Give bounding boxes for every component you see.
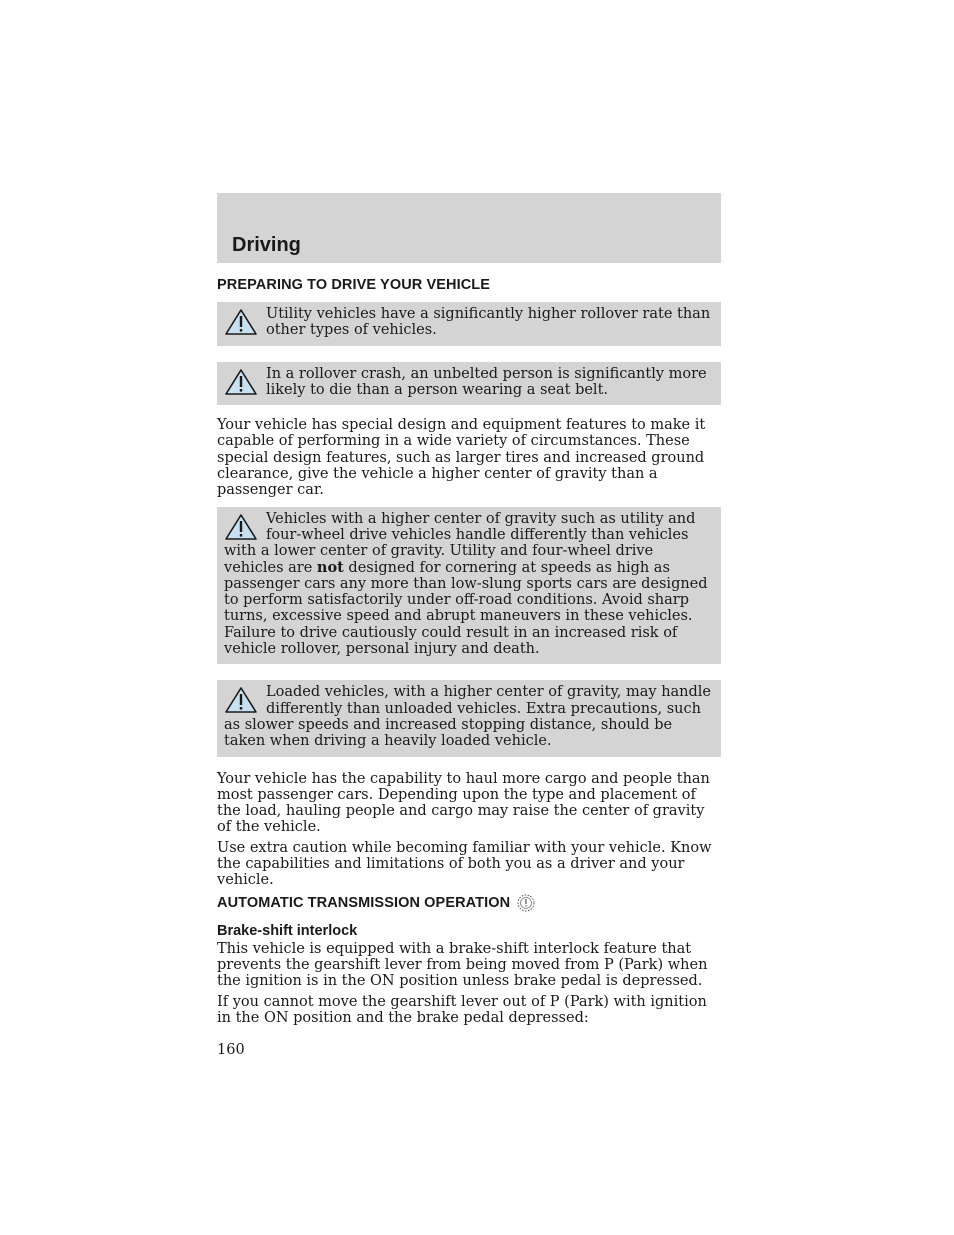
warning-triangle-icon [224, 686, 258, 714]
page-number: 160 [217, 1042, 245, 1059]
body-paragraph: This vehicle is equipped with a brake-shift interlock feature that prevents the gearshift lever from being moved from P (Park) when the ignition is in the ON position unless brake pedal is depressed. [217, 940, 708, 990]
gear-icon [516, 893, 536, 913]
body-paragraph: Use extra caution while becoming familiar with your vehicle. Know the capabilities and limitations of both you as a driver and your vehicle. [217, 839, 712, 889]
body-paragraph: Your vehicle has the capability to haul more cargo and people than most passenger cars. Depending upon the type and placement of the load, hauling people and cargo may raise the center of gravity of the vehicle. [217, 770, 710, 836]
warning-text: Vehicles with a higher center of gravity such as utility and four-wheel drive vehicles handle differently than vehicles with a lower center of gravity. Utility and four-wheel drive vehicles are not designed for cornering at speeds as high as passenger cars any more than low-slung sports cars are designed to perform satisfactorily under off-road conditions. Avoid sharp turns, excessive speed and abrupt maneuvers in these vehicles. Failure to drive cautiously could result in an increased risk of vehicle rollover, personal injury and death. [224, 510, 708, 658]
warning-triangle-icon [224, 308, 258, 336]
warning-triangle-icon [224, 513, 258, 541]
section-title-row [217, 893, 721, 913]
warning-box-center-of-gravity [217, 507, 721, 665]
body-paragraph: If you cannot move the gearshift lever out of P (Park) with ignition in the ON position and the brake pedal depressed: [217, 993, 707, 1026]
warning-box-loaded-vehicles [217, 680, 721, 756]
emphasis-not: not [316, 558, 344, 576]
warning-text: Loaded vehicles, with a higher center of gravity, may handle differently than unloaded vehicles. Extra precautions, such as slower speeds and increased stopping distance, should be taken when driving a heavily loaded vehicle. [224, 684, 712, 750]
warning-triangle-icon [224, 368, 258, 396]
warning-text: Utility vehicles have a significantly higher rollover rate than other types of vehicles. [266, 306, 711, 339]
warning-box-seat-belt [217, 362, 721, 406]
body-paragraph: Your vehicle has special design and equipment features to make it capable of performing in a wide variety of circumstances. These special design features, such as larger tires and increased ground clearance, give the vehicle a higher center of gravity than a passenger car. [217, 417, 706, 499]
warning-text: In a rollover crash, an unbelted person is significantly more likely to die than a person wearing a seat belt. [266, 365, 707, 398]
manual-page [217, 193, 721, 1058]
section-heading-transmission: AUTOMATIC TRANSMISSION OPERATION [217, 894, 511, 911]
section-heading-preparing: PREPARING TO DRIVE YOUR VEHICLE [217, 277, 491, 293]
chapter-title: Driving [232, 234, 301, 256]
subheading-brake-shift: Brake-shift interlock [217, 922, 358, 939]
warning-box-rollover-rate [217, 302, 721, 346]
chapter-header-band [217, 193, 721, 263]
